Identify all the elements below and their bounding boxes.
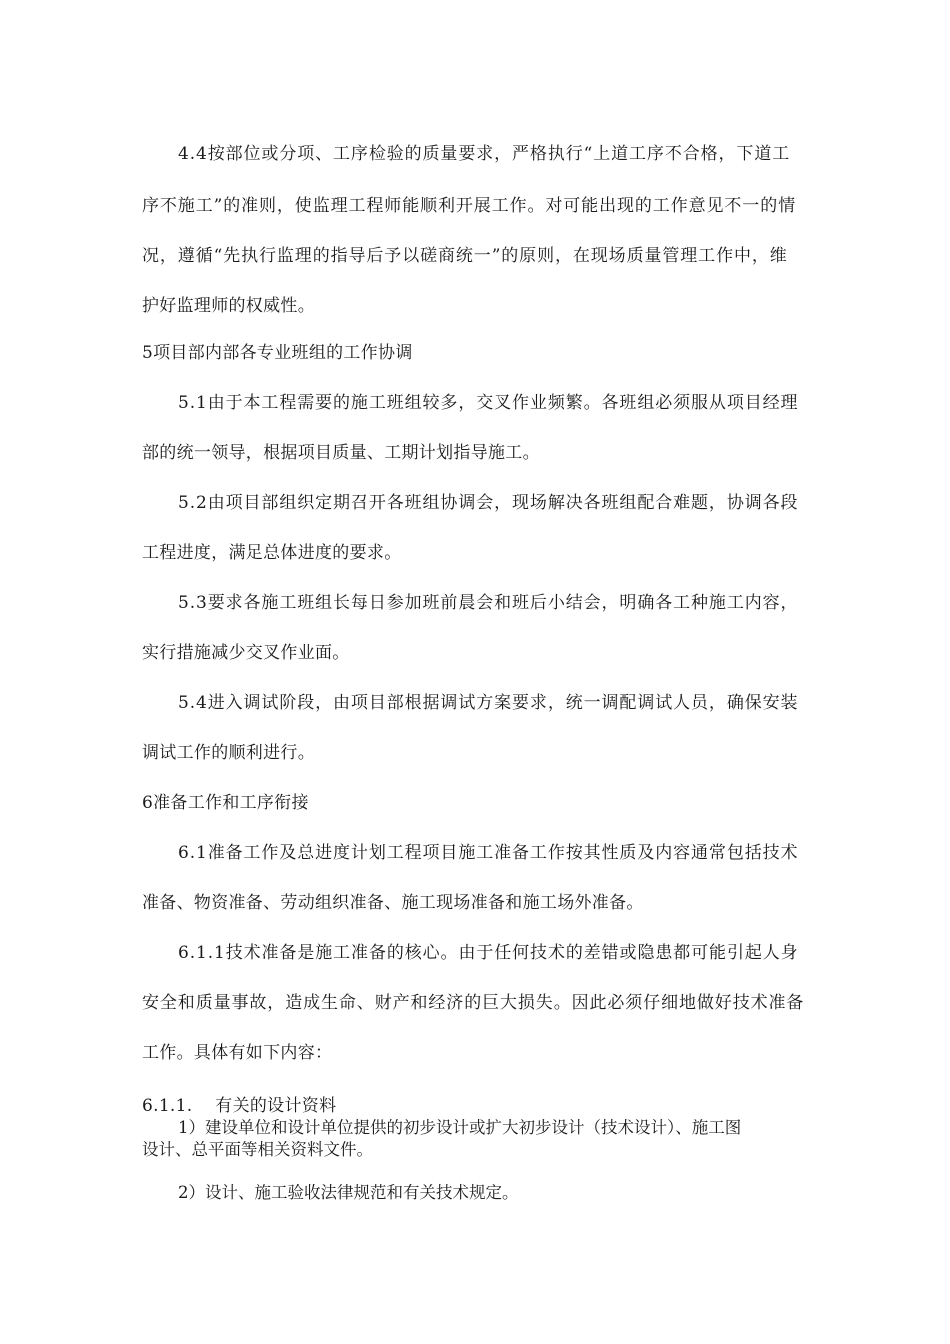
text-line: 5.4进入调试阶段，由项目部根据调试方案要求，统一调配调试人员，确保安装 (178, 693, 799, 713)
text-line: 工作。具体有如下内容： (142, 1043, 333, 1063)
text-line: 调试工作的顺利进行。 (142, 743, 315, 763)
list-item-2: 2）设计、施工验收法律规范和有关技术规定。 (178, 1183, 519, 1202)
text-line: 5.3要求各施工班组长每日参加班前晨会和班后小结会，明确各工种施工内容， (178, 593, 799, 613)
text-line: 实行措施减少交叉作业面。 (142, 643, 350, 663)
text-line: 6.1.1技术准备是施工准备的核心。由于任何技术的差错或隐患都可能引起人身 (178, 943, 799, 963)
text-line: 6.1准备工作及总进度计划工程项目施工准备工作按其性质及内容通常包括技术 (178, 843, 799, 863)
text-line: 安全和质量事故，造成生命、财产和经济的巨大损失。因此必须仔细地做好技术准备 (142, 993, 805, 1013)
text-line: 序不施工”的准则，使监理工程师能顺利开展工作。对可能出现的工作意见不一的情 (142, 196, 796, 216)
section-heading-5: 5项目部内部各专业班组的工作协调 (142, 343, 413, 363)
subsection-heading-6-1-1: 6.1.1. 有关的设计资料 (142, 1096, 337, 1116)
text-line: 况，遵循“先执行监理的指导后予以磋商统一”的原则，在现场质量管理工作中，维 (142, 246, 788, 266)
text-line: 设计、总平面等相关资料文件。 (142, 1140, 373, 1159)
text-line: 护好监理师的权威性。 (142, 296, 315, 316)
text-line: 1）建设单位和设计单位提供的初步设计或扩大初步设计（技术设计）、施工图 (178, 1118, 742, 1137)
section-heading-6: 6准备工作和工序衔接 (142, 793, 309, 813)
text-line: 工程进度，满足总体进度的要求。 (142, 543, 402, 563)
text-line: 5.2由项目部组织定期召开各班组协调会，现场解决各班组配合难题，协调各段 (178, 493, 799, 513)
text-line: 准备、物资准备、劳动组织准备、施工现场准备和施工场外准备。 (142, 893, 644, 913)
text-line: 4.4按部位或分项、工序检验的质量要求，严格执行“上道工序不合格，下道工 (178, 144, 791, 164)
text-line: 5.1由于本工程需要的施工班组较多，交叉作业频繁。各班组必须服从项目经理 (178, 393, 799, 413)
text-line: 部的统一领导，根据项目质量、工期计划指导施工。 (142, 443, 540, 463)
